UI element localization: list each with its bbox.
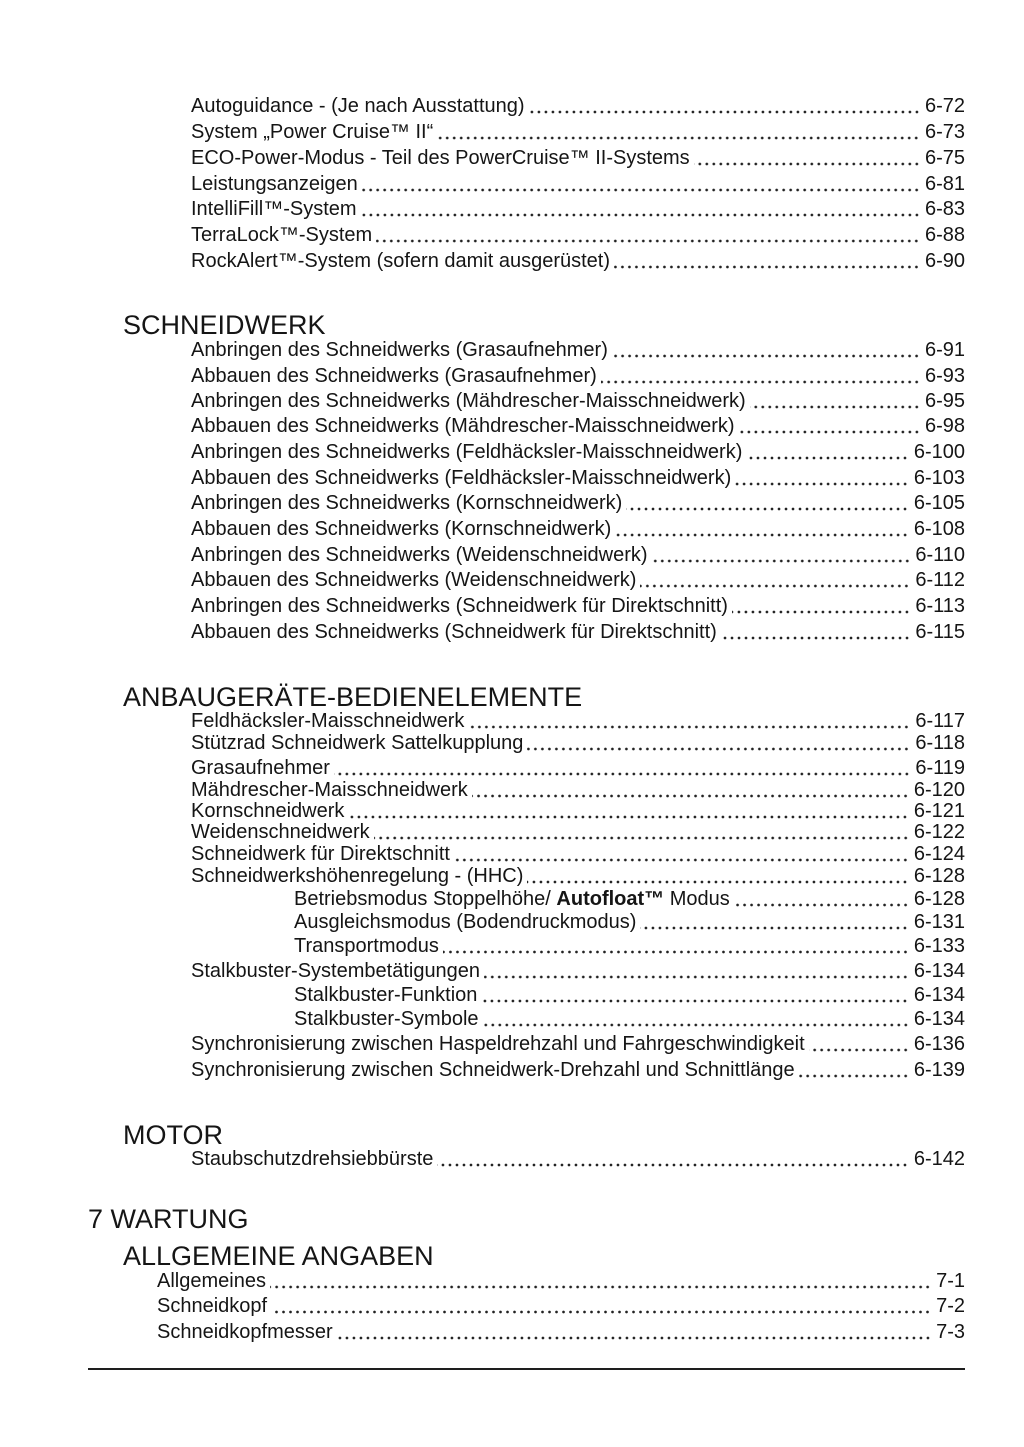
toc-entry: [191, 1032, 965, 1056]
toc-entry-page-number: 6-134: [913, 1008, 965, 1030]
toc-entry: [191, 491, 965, 515]
toc-entry-title: Synchronisierung zwischen Haspeldrehzahl und Fahrgeschwindigkeit: [191, 1033, 805, 1055]
toc-entry: [191, 466, 965, 490]
toc-entry-page-number: 6-98: [924, 415, 965, 437]
toc-entry: [191, 1058, 965, 1082]
toc-entry-title: RockAlert™-System (sofern damit ausgerüstet): [191, 250, 611, 272]
toc-entry-title: Leistungsanzeigen: [191, 173, 358, 195]
toc-entry-page-number: 6-81: [924, 173, 965, 195]
toc-entry-page-number: 6-118: [915, 732, 965, 754]
toc-entry-page-number: 6-110: [915, 544, 965, 566]
toc-entry-page-number: 6-73: [924, 121, 965, 143]
dot-leader: [334, 772, 910, 776]
toc-entry: [157, 1269, 965, 1293]
toc-entry: [191, 364, 965, 388]
toc-entry-page-number: 6-128: [913, 865, 965, 887]
toc-entry: [191, 94, 965, 118]
toc-entry-page-number: 6-112: [915, 569, 965, 591]
toc-entry-page-number: 6-136: [913, 1033, 965, 1055]
toc-entry-title: [294, 887, 730, 911]
toc-entry-title: IntelliFill™-System: [191, 198, 357, 220]
section-heading: SCHNEIDWERK: [123, 310, 326, 340]
dot-leader: [443, 950, 909, 954]
toc-entry-page-number: 6-139: [913, 1059, 965, 1081]
dot-leader: [735, 482, 909, 486]
toc-entry-page-number: 6-119: [915, 757, 965, 779]
toc-entry: [157, 1320, 965, 1344]
toc-entry-page-number: 6-72: [924, 95, 965, 117]
toc-entry-title: Abbauen des Schneidwerks (Mähdrescher-Maisschneidwerk): [191, 415, 735, 437]
toc-entry-page-number: 6-128: [913, 888, 965, 910]
toc-entry-page-number: 6-122: [913, 821, 965, 843]
toc-entry-page-number: 6-93: [924, 365, 965, 387]
dot-leader: [376, 239, 920, 243]
dot-leader: [640, 926, 908, 930]
toc-entry-title: Schneidwerk für Direktschnitt: [191, 843, 450, 865]
toc-entry-page-number: 7-1: [936, 1270, 965, 1292]
dot-leader: [750, 405, 920, 409]
toc-entry: [191, 864, 965, 888]
toc-entry: [191, 223, 965, 247]
dot-leader: [468, 725, 910, 729]
dot-leader: [612, 354, 920, 358]
toc-entry-title: Anbringen des Schneidwerks (Weidenschneidwerk): [191, 544, 648, 566]
toc-entry: [191, 731, 965, 755]
toc-entry-page-number: 6-95: [924, 390, 965, 412]
toc-entry: [157, 1294, 965, 1318]
toc-entry-title: Synchronisierung zwischen Schneidwerk-Drehzahl und Schnittlänge: [191, 1059, 795, 1081]
toc-entry-title: Abbauen des Schneidwerks (Feldhäcksler-Maisschneidwerk): [191, 467, 732, 489]
toc-entry: [191, 249, 965, 273]
dot-leader: [270, 1285, 931, 1289]
dot-leader: [472, 794, 909, 798]
toc-entry-title: Abbauen des Schneidwerks (Kornschneidwerk): [191, 518, 612, 540]
dot-leader: [626, 507, 909, 511]
toc-entry: [191, 146, 965, 170]
toc-entry-title: Anbringen des Schneidwerks (Kornschneidwerk): [191, 492, 623, 514]
toc-entry: [191, 620, 965, 644]
dot-leader: [527, 880, 908, 884]
toc-entry-title: Abbauen des Schneidwerks (Grasaufnehmer): [191, 365, 597, 387]
toc-entry-title: Staubschutzdrehsiebbürste: [191, 1148, 434, 1170]
dot-leader: [481, 999, 908, 1003]
toc-entry-title: Autoguidance - (Je nach Ausstattung): [191, 95, 525, 117]
dot-leader: [484, 975, 909, 979]
dot-leader: [362, 188, 920, 192]
dot-leader: [746, 456, 908, 460]
dot-leader: [734, 903, 909, 907]
toc-entry-title: Abbauen des Schneidwerks (Weidenschneidwerk): [191, 569, 637, 591]
toc-entry-title: Weidenschneidwerk: [191, 821, 370, 843]
dot-leader: [483, 1023, 909, 1027]
toc-entry-title: Anbringen des Schneidwerks (Mähdrescher-Maisschneidwerk): [191, 390, 746, 412]
toc-entry-page-number: 6-142: [913, 1148, 965, 1170]
toc-entry-page-number: 6-115: [915, 621, 965, 643]
dot-leader: [601, 380, 920, 384]
dot-leader: [694, 162, 920, 166]
toc-entry-title-suffix: Modus: [664, 888, 730, 910]
dot-leader: [739, 430, 920, 434]
toc-entry-title: TerraLock™-System: [191, 224, 373, 246]
toc-entry: [191, 120, 965, 144]
toc-entry-page-number: 6-134: [913, 984, 965, 1006]
toc-subentry: [294, 983, 965, 1007]
toc-entry: [191, 440, 965, 464]
toc-entry-title: Anbringen des Schneidwerks (Schneidwerk für Direktschnitt): [191, 595, 728, 617]
dot-leader: [640, 584, 910, 588]
section-heading: MOTOR: [123, 1120, 223, 1150]
toc-entry-page-number: 6-88: [924, 224, 965, 246]
toc-entry: [191, 568, 965, 592]
toc-entry: [191, 709, 965, 733]
toc-entry-title: Ausgleichsmodus (Bodendruckmodus): [294, 911, 637, 933]
toc-entry: [191, 197, 965, 221]
toc-entry-title-emphasis: Autofloat™: [556, 888, 665, 910]
toc-entry: [191, 756, 965, 780]
section-heading: ALLGEMEINE ANGABEN: [123, 1241, 434, 1271]
toc-entry-page-number: 7-2: [936, 1295, 965, 1317]
toc-entry: [191, 594, 965, 618]
dot-leader: [337, 1336, 931, 1340]
toc-entry-page-number: 6-133: [913, 935, 965, 957]
toc-entry-title: Allgemeines: [157, 1270, 266, 1292]
toc-entry-title: Schneidkopfmesser: [157, 1321, 333, 1343]
dot-leader: [615, 533, 909, 537]
toc-entry-title: Stalkbuster-Funktion: [294, 984, 478, 1006]
toc-entry-page-number: 6-113: [915, 595, 965, 617]
toc-entry: [191, 338, 965, 362]
toc-entry: [191, 389, 965, 413]
toc-entry-title: Anbringen des Schneidwerks (Grasaufnehmer): [191, 339, 608, 361]
dot-leader: [361, 213, 920, 217]
toc-entry-title: Stalkbuster-Systembetätigungen: [191, 960, 481, 982]
section-heading: ANBAUGERÄTE-BEDIENELEMENTE: [123, 682, 583, 712]
toc-entry-page-number: 7-3: [936, 1321, 965, 1343]
dot-leader: [614, 265, 920, 269]
toc-entry-page-number: 6-124: [913, 843, 965, 865]
toc-entry-page-number: 6-105: [913, 492, 965, 514]
toc-entry-title: Kornschneidwerk: [191, 800, 345, 822]
footer-divider: [88, 1368, 965, 1370]
toc-entry-title: Stalkbuster-Symbole: [294, 1008, 479, 1030]
toc-entry-title: System „Power Cruise™ II“: [191, 121, 434, 143]
toc-entry-title: Abbauen des Schneidwerks (Schneidwerk für Direktschnitt): [191, 621, 717, 643]
dot-leader: [527, 747, 910, 751]
toc-entry: [191, 543, 965, 567]
toc-entry-title: Stützrad Schneidwerk Sattelkupplung: [191, 732, 524, 754]
toc-subentry: [294, 1007, 965, 1031]
toc-entry-title: Grasaufnehmer: [191, 757, 330, 779]
toc-entry-page-number: 6-83: [924, 198, 965, 220]
toc-entry: [191, 842, 965, 866]
dot-leader: [529, 110, 920, 114]
dot-leader: [437, 136, 920, 140]
toc-entry-page-number: 6-134: [913, 960, 965, 982]
chapter-heading: 7 WARTUNG: [88, 1204, 249, 1234]
toc-entry-page-number: 6-121: [913, 800, 965, 822]
dot-leader: [348, 815, 908, 819]
dot-leader: [454, 858, 909, 862]
toc-entry-page-number: 6-75: [924, 147, 965, 169]
toc-entry-title: Schneidwerkshöhenregelung - (HHC): [191, 865, 524, 887]
toc-entry-title: Transportmodus: [294, 935, 439, 957]
toc-entry: [191, 517, 965, 541]
dot-leader: [809, 1048, 909, 1052]
dot-leader: [437, 1163, 908, 1167]
toc-entry-page-number: 6-90: [924, 250, 965, 272]
toc-entry-page-number: 6-120: [913, 779, 965, 801]
toc-entry: [191, 959, 965, 983]
toc-subentry: [294, 887, 965, 911]
dot-leader: [799, 1074, 909, 1078]
toc-entry-page-number: 6-103: [913, 467, 965, 489]
toc-subentry: [294, 934, 965, 958]
dot-leader: [652, 559, 911, 563]
toc-entry: [191, 414, 965, 438]
toc-entry: [191, 1147, 965, 1171]
dot-leader: [721, 636, 911, 640]
dot-leader: [271, 1310, 931, 1314]
dot-leader: [374, 836, 909, 840]
toc-entry-title: Mähdrescher-Maisschneidwerk: [191, 779, 468, 801]
toc-entry-page-number: 6-117: [915, 710, 965, 732]
toc-entry-page-number: 6-131: [913, 911, 965, 933]
dot-leader: [732, 610, 910, 614]
toc-entry-title: Schneidkopf: [157, 1295, 268, 1317]
toc-subentry: [294, 910, 965, 934]
toc-entry-title: ECO-Power-Modus - Teil des PowerCruise™ II-Systems: [191, 147, 690, 169]
toc-entry-page-number: 6-91: [924, 339, 965, 361]
toc-entry-page-number: 6-108: [913, 518, 965, 540]
toc-entry-title-text: Betriebsmodus Stoppelhöhe/: [294, 888, 557, 910]
toc-entry: [191, 172, 965, 196]
toc-entry-page-number: 6-100: [913, 441, 965, 463]
toc-entry: [191, 820, 965, 844]
toc-entry-title: Anbringen des Schneidwerks (Feldhäcksler-Maisschneidwerk): [191, 441, 743, 463]
toc-entry-title: Feldhäcksler-Maisschneidwerk: [191, 710, 465, 732]
